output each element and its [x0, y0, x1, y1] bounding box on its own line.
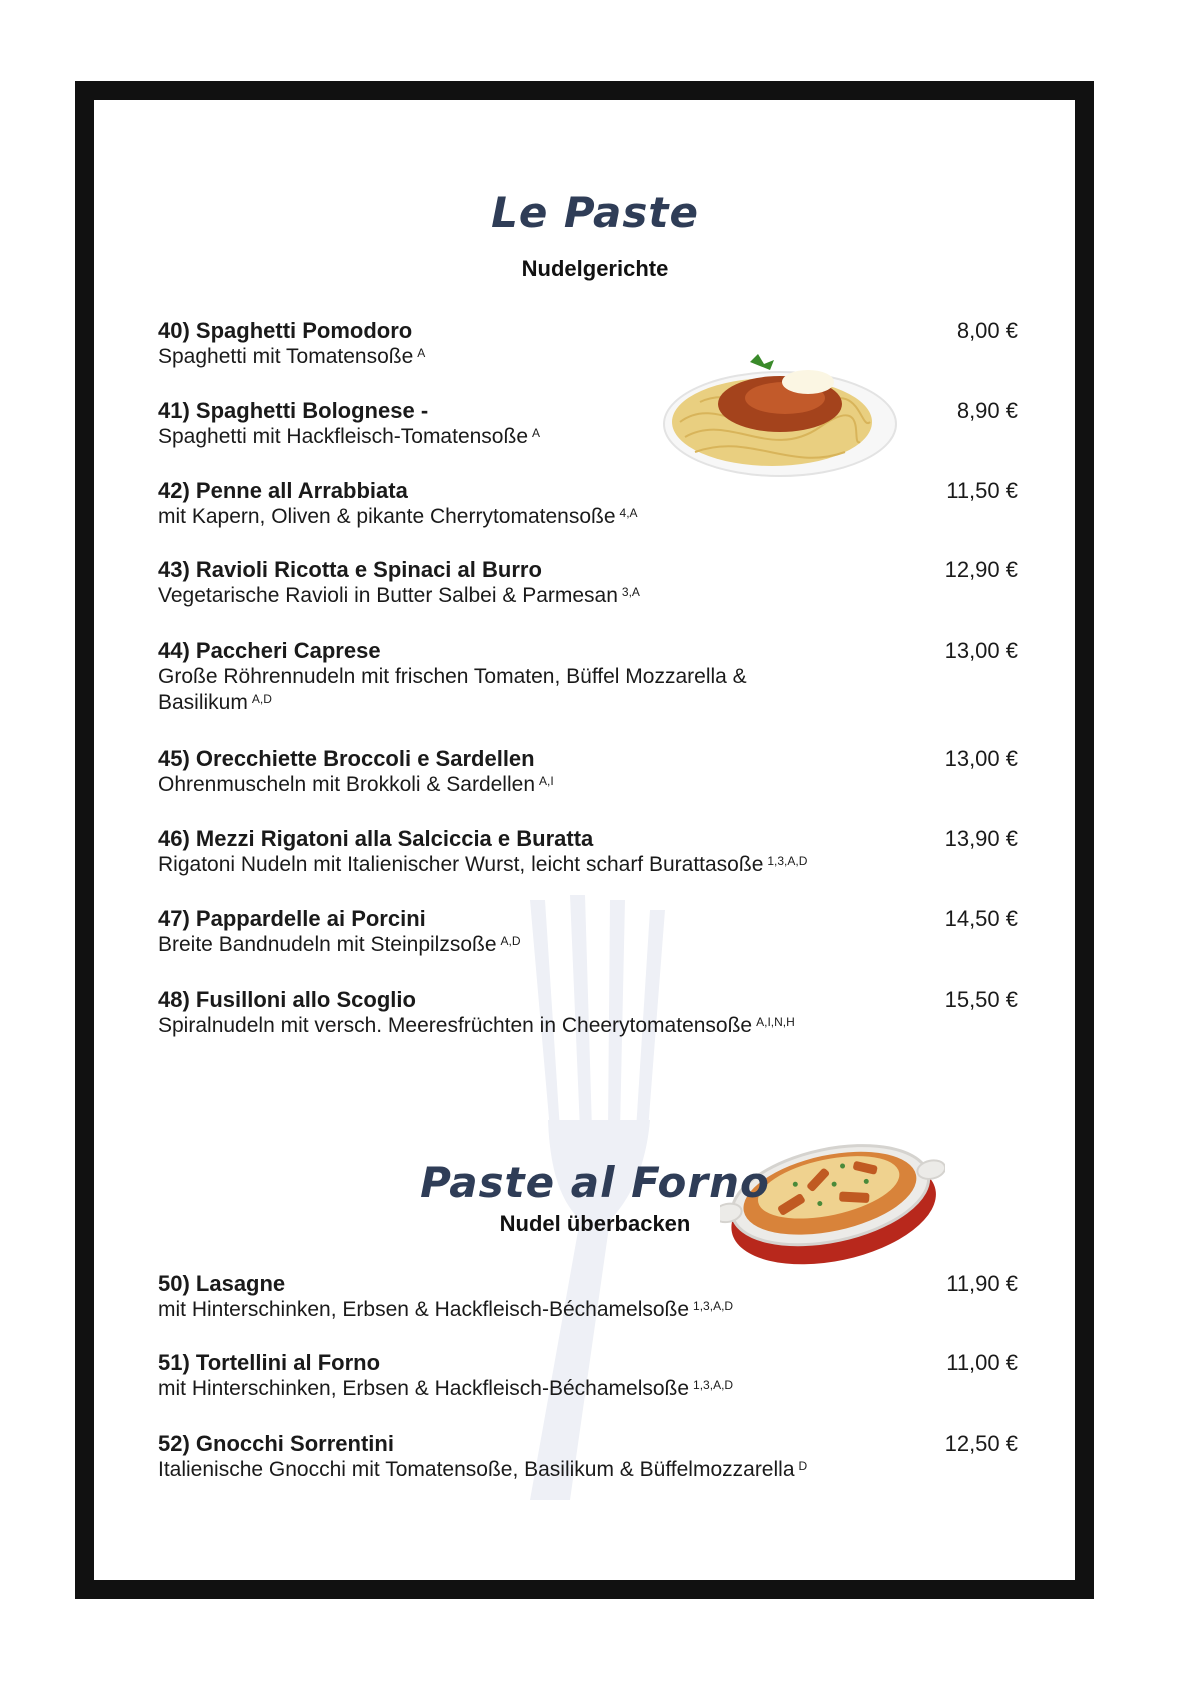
item-price: 12,50 €	[944, 1431, 1018, 1456]
menu-item	[158, 478, 1018, 530]
item-price: 12,90 €	[944, 557, 1018, 582]
item-price: 13,00 €	[944, 638, 1018, 663]
item-description: Spaghetti mit Tomatensoße $^A$	[158, 345, 426, 368]
allergen-codes: A,D	[251, 692, 272, 706]
item-name: 42) Penne all Arrabbiata	[158, 478, 408, 503]
allergen-codes: 1,3,A,D	[767, 854, 808, 868]
section-subtitle-nudelgerichte: Nudelgerichte	[521, 256, 669, 281]
menu-item	[158, 1431, 1018, 1483]
item-name: 47) Pappardelle ai Porcini	[158, 906, 426, 931]
menu-item	[158, 318, 1018, 370]
item-description: Ohrenmuscheln mit Brokkoli & Sardellen $^{A,I}$	[158, 773, 554, 796]
section-subtitle-nudel-ueberbacken: Nudel überbacken	[499, 1211, 691, 1236]
item-name: 51) Tortellini al Forno	[158, 1350, 381, 1375]
section-title-le-paste: Le Paste	[491, 188, 699, 237]
item-price: 14,50 €	[944, 906, 1018, 931]
item-price: 11,50 €	[946, 478, 1018, 503]
menu-item	[158, 906, 1018, 958]
item-name: 46) Mezzi Rigatoni alla Salciccia e Buratta	[158, 826, 594, 851]
item-description: Spiralnudeln mit versch. Meeresfrüchten in Cheerytomatensoße $^{A,I,N,H}$	[158, 1014, 795, 1037]
menu-item	[158, 746, 1018, 798]
item-description: mit Kapern, Oliven & pikante Cherrytomatensoße $^{4,A}$	[158, 505, 638, 528]
item-description: mit Hinterschinken, Erbsen & Hackfleisch-Béchamelsoße $^{1,3,A,D}$	[158, 1298, 734, 1321]
item-description: Vegetarische Ravioli in Butter Salbei & Parmesan $^{3,A}$	[158, 584, 640, 607]
allergen-codes: A,I,N,H	[756, 1015, 795, 1029]
menu-item	[158, 398, 1018, 450]
item-description: Rigatoni Nudeln mit Italienischer Wurst, leicht scharf Burattasoße $^{1,3,A,D}$	[158, 853, 808, 876]
section-title-paste-al-forno: Paste al Forno	[420, 1158, 770, 1207]
item-description: Italienische Gnocchi mit Tomatensoße, Basilikum & Büffelmozzarella $^D$	[158, 1458, 808, 1481]
allergen-codes: A,D	[500, 934, 521, 948]
item-name: 50) Lasagne	[158, 1271, 286, 1296]
item-price: 8,00 €	[956, 318, 1018, 343]
item-price: 11,90 €	[946, 1271, 1018, 1296]
allergen-codes: 1,3,A,D	[693, 1299, 734, 1313]
allergen-codes: 3,A	[621, 585, 640, 599]
menu-item	[158, 1271, 1018, 1323]
menu-item	[158, 557, 1018, 609]
item-price: 15,50 €	[944, 987, 1018, 1012]
allergen-codes: A,I	[539, 774, 554, 788]
item-name: 44) Paccheri Caprese	[158, 638, 381, 663]
menu-item	[158, 826, 1018, 878]
item-name: 52) Gnocchi Sorrentini	[158, 1431, 394, 1456]
item-price: 11,00 €	[946, 1350, 1018, 1375]
allergen-codes: A	[417, 346, 426, 360]
menu-item	[158, 1350, 1018, 1402]
item-price: 13,90 €	[944, 826, 1018, 851]
item-description: Große Röhrennudeln mit frischen Tomaten, Büffel Mozzarella & Basilikum $^{A,D}$	[158, 665, 747, 714]
item-name: 48) Fusilloni allo Scoglio	[158, 987, 416, 1012]
allergen-codes: A	[532, 426, 541, 440]
menu-item	[158, 987, 1018, 1039]
item-name: 45) Orecchiette Broccoli e Sardellen	[158, 746, 535, 771]
item-description: Spaghetti mit Hackfleisch-Tomatensoße $^A$	[158, 425, 541, 448]
item-description: Breite Bandnudeln mit Steinpilzsoße $^{A,D}$	[158, 933, 521, 956]
menu-item	[158, 638, 1018, 716]
item-description: mit Hinterschinken, Erbsen & Hackfleisch-Béchamelsoße $^{1,3,A,D}$	[158, 1377, 734, 1400]
allergen-codes: 4,A	[619, 506, 638, 520]
allergen-codes: D	[798, 1459, 808, 1473]
allergen-codes: 1,3,A,D	[693, 1378, 734, 1392]
item-name: 43) Ravioli Ricotta e Spinaci al Burro	[158, 557, 542, 582]
item-price: 8,90 €	[956, 398, 1018, 423]
item-name: 40) Spaghetti Pomodoro	[158, 318, 413, 343]
item-name: 41) Spaghetti Bolognese -	[158, 398, 429, 423]
item-price: 13,00 €	[944, 746, 1018, 771]
